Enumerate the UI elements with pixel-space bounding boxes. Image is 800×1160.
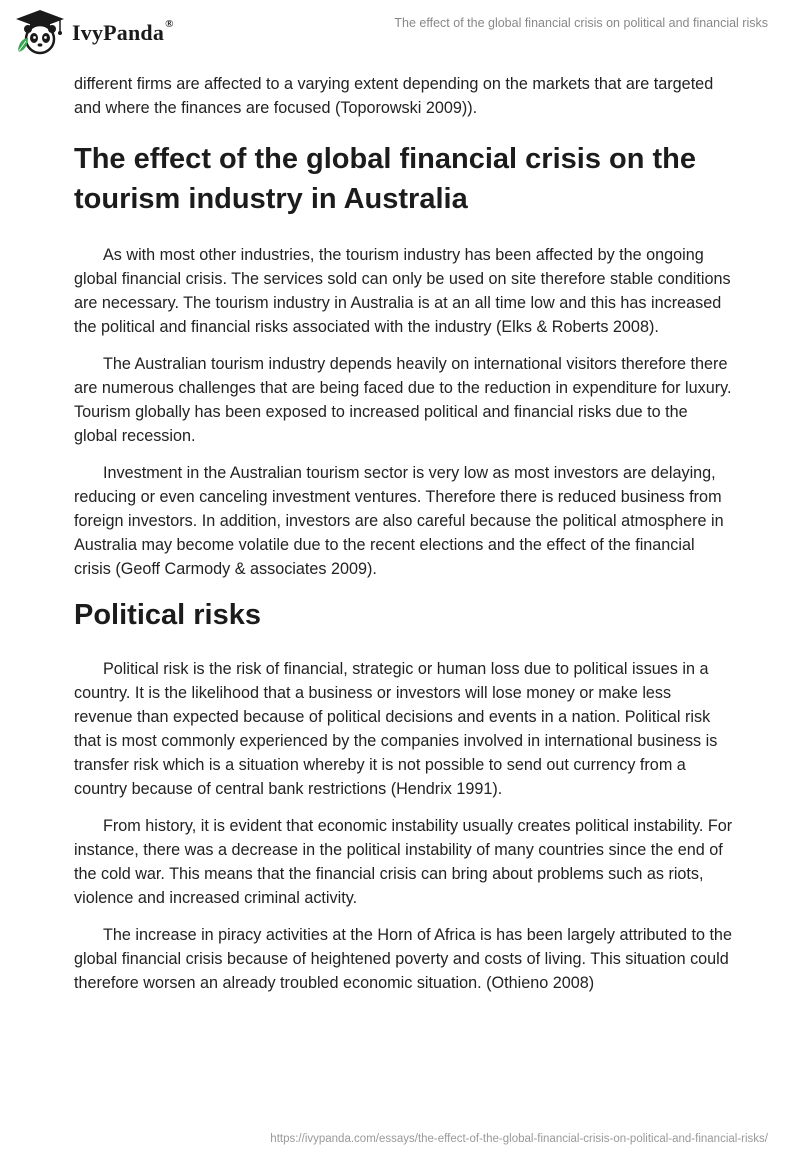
registered-mark: ® [165,18,174,30]
page-header [0,0,800,64]
ivypanda-logo[interactable] [14,8,174,56]
paragraph: Investment in the Australian tourism sector is very low as most investors are delaying, reducing or even canceling investment ventures. Therefore there is reduced business from foreign investors. In addition, investors are also careful because the political atmosphere in Australia may become volatile due to the recent elections and the effect of the financial crisis (Geoff Carmody & associates 2009). [74,464,724,578]
paragraph: As with most other industries, the tourism industry has been affected by the ongoing global financial crisis. The services sold can only be used on site therefore stable conditions are necessary. The tourism industry in Australia is at an all time low and this has increased the political and financial risks associated with the industry (Elks & Roberts 2008). [74,246,731,336]
heading-political-risks: Political risks [74,599,261,631]
paragraph: Political risk is the risk of financial, strategic or human loss due to political issues in a country. It is the likelihood that a business or investors will lose money or make less revenue than expected because of political decisions and events in a nation. Political risk that is most commonly experienced by the companies involved in international business is transfer risk which is a situation whereby it is not possible to send out currency from a country because of central bank restrictions (Hendrix 1991). [74,660,718,798]
paragraph: The increase in piracy activities at the Horn of Africa is has been largely attributed to the global financial crisis because of heightened poverty and costs of living. This situation could therefore worsen an already troubled economic situation. (Othieno 2008) [74,926,732,992]
heading-tourism: The effect of the global financial crisis on the tourism industry in Australia [74,143,696,215]
brand-text: IvyPanda [72,20,165,45]
document-title: The effect of the global financial crisis on political and financial risks [394,16,768,30]
paragraph: The Australian tourism industry depends heavily on international visitors therefore there are numerous challenges that are being faced due to the reduction in expenditure for luxury. Tourism globally has been exposed to increased political and financial risks due to the global recession. [74,355,732,445]
essay-content [74,72,734,995]
source-url[interactable]: https://ivypanda.com/essays/the-effect-of-the-global-financial-crisis-on-political-and-financial-risks/ [270,1133,768,1145]
paragraph: From history, it is evident that economic instability usually creates political instability. For instance, there was a decrease in the political instability of many countries since the end of the cold war. This means that the financial crisis can bring about problems such as riots, violence and increased criminal activity. [74,817,733,907]
panda-graduate-icon [14,8,66,56]
brand-name [72,20,174,46]
intro-fragment: different firms are affected to a varying extent depending on the markets that are targeted and where the finances are focused (Toporowski 2009)). [74,75,714,117]
